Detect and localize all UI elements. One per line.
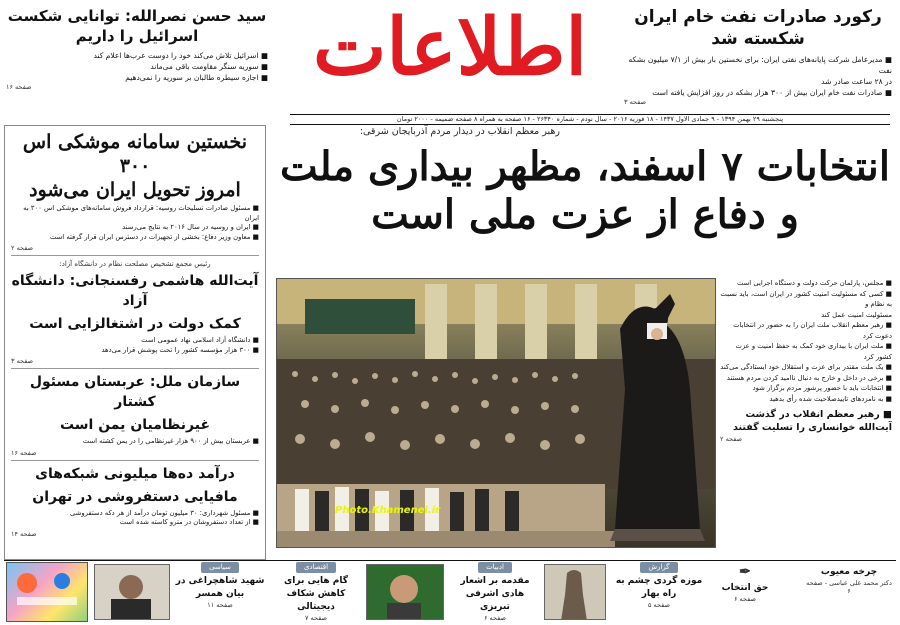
list-item: ■ مجلس، پارلمان حرکت دولت و دستگاه اجرایی است	[736, 279, 892, 287]
page-reference: صفحه ۳	[11, 357, 34, 365]
list-item: ■ عربستان بیش از ۹۰۰ هزار غیرنظامی را در یمن کشته است	[82, 437, 259, 445]
masthead-right-story[interactable]	[624, 6, 892, 106]
divider	[11, 368, 259, 369]
story-headline: کمک دولت در اشتغالزایی است	[29, 316, 241, 332]
story-headline: آیت‌الله هاشمی رفسنجانی: دانشگاه آزاد	[11, 273, 259, 309]
teaser-ref: صفحه ۱۱	[207, 601, 233, 609]
lead-sub-headline: ■ رهبر معظم انقلاب در گذشت آیت‌الله خوانساری را تسلیت گفتند	[733, 409, 892, 433]
masthead-left-bullets	[6, 50, 268, 83]
story-headline: نخستین سامانه موشکی اس ۳۰۰	[22, 131, 248, 177]
page-reference: صفحه ۱۴	[11, 529, 37, 538]
story-street-vendors[interactable]	[11, 464, 259, 538]
masthead-right-headline: رکورد صادرات نفت خام ایران شکسته شد	[634, 7, 882, 49]
story-s300[interactable]	[11, 130, 259, 252]
portrait-image	[366, 565, 443, 620]
list-item: ■ برخی در داخل و خارج به دنبال ناامید کردن مردم هستند	[726, 373, 892, 382]
page-reference: صفحه ۱۶	[11, 448, 37, 457]
section-logo-icon: ✒	[739, 564, 751, 580]
masthead-left-headline: سید حسن نصرالله: توانایی شکست اسرائیل را داریم	[7, 7, 267, 45]
list-item: ■ مسئول شهرداری: ۳۰ میلیون تومان درآمد از هر دکه دستفروشی	[70, 508, 259, 517]
section-tag: ادبیات	[478, 562, 512, 573]
story-bullets	[11, 336, 259, 355]
page-reference: صفحه ۲	[11, 244, 34, 252]
list-item: ■ اسرائیل تلاش می‌کند خود را دوست عرب‌ها اعلام کند	[93, 51, 268, 60]
teaser-title: چرخه معیوب	[820, 567, 878, 577]
museum-photo	[544, 564, 606, 620]
list-item: ■ مدیرعامل شرکت پایانه‌های نفتی ایران: برای نخستین بار بیش از ۷/۱ میلیون بشکه نفت	[628, 55, 892, 75]
teaser-ref: صفحه ۵	[647, 601, 671, 609]
teaser-title: حق انتخاب	[721, 583, 769, 593]
teaser-ref: دکتر محمد علی عباسی - صفحه ۶	[806, 579, 892, 595]
list-item: ■ از تعداد دستفروشان در مترو کاسته شده است	[119, 518, 259, 526]
story-bullets	[11, 204, 259, 242]
teaser-item[interactable]	[700, 564, 790, 622]
story-kicker: رئیس مجمع تشخیص مصلحت نظام در دانشگاه آزاد:	[59, 260, 211, 268]
list-item: ■ یک ملت مقتدر برای عزت و استقلال خود ایستادگی می‌کند	[720, 363, 892, 371]
list-item: ■ کسی که مسئولیت امنیت کشور در ایران است، باید نسبت به نظام و	[720, 289, 892, 308]
story-bullets	[11, 509, 259, 528]
teaser-ref: صفحه ۶	[483, 614, 507, 622]
ad-graphic	[7, 563, 87, 621]
portrait-photo	[366, 564, 444, 620]
divider	[11, 255, 259, 256]
story-azad-university[interactable]	[11, 260, 259, 365]
statue-photo	[544, 565, 605, 620]
story-headline: مافیایی دستفروشی در تهران	[32, 488, 238, 505]
photo-watermark: Photo.Khamenei.ir	[335, 505, 441, 516]
teaser-item[interactable]	[174, 562, 266, 620]
teaser-ref: صفحه ۷	[304, 614, 328, 622]
story-headline: درآمد ده‌ها میلیونی شبکه‌های	[35, 465, 235, 482]
teaser-item[interactable]	[614, 562, 704, 620]
teaser-title: گام هایی برای کاهش شکاف دیجیتالی	[284, 576, 348, 612]
story-headline: سازمان ملل: عربستان مسئول کشتار	[29, 374, 241, 410]
lead-headline[interactable]	[280, 143, 890, 239]
page-reference: صفحه ۳	[624, 98, 647, 106]
list-item: ■ دانشگاه آزاد اسلامی نهاد عمومی است	[141, 336, 259, 344]
list-item: ■ سوریه سنگر مقاومت باقی می‌ماند	[150, 62, 268, 71]
list-item: ■ صادرات نفت خام ایران بیش از ۳۰۰ هزار بشکه در روز افزایش یافته است	[652, 88, 892, 97]
lead-headline-line: و دفاع از عزت ملی است	[371, 191, 799, 238]
list-item: در ۲۸ ساعت صادر شد	[821, 77, 892, 86]
teaser-title: شهید شاهچراغی در بیان همسر	[175, 576, 265, 599]
lead-kicker: رهبر معظم انقلاب در دیدار مردم آذربایجان شرقی:	[359, 126, 560, 137]
list-item: ■ به نامزدهای تاییدصلاحیت شده رأی بدهید	[769, 394, 892, 403]
teaser-item[interactable]	[450, 562, 540, 620]
list-item: ■ انتخابات باید با حضور پرشور مردم برگزار شود	[752, 384, 892, 392]
story-yemen[interactable]	[11, 372, 259, 457]
page-reference: صفحه ۱۶	[6, 83, 32, 91]
list-item: ■ اجازه سیطره طالبان بر سوریه را نمی‌دهیم	[125, 73, 268, 82]
story-headline: امروز تحویل ایران می‌شود	[29, 179, 241, 201]
page-reference: صفحه ۲	[720, 435, 743, 443]
list-item: ■ رهبر معظم انقلاب ملت ایران را به حضور در انتخابات دعوت کرد	[733, 321, 892, 340]
newspaper-logo: اطلاعات	[312, 2, 588, 93]
martyr-photo	[94, 564, 170, 620]
teaser-title: مقدمه بر اشعار هادی اشرفی تبریزی	[460, 576, 530, 612]
portrait-image	[94, 565, 169, 620]
teaser-title: موزه گردی چشم به راه بهار	[615, 576, 703, 599]
masthead-right-bullets	[624, 54, 892, 98]
advertisement-banner[interactable]	[6, 562, 88, 622]
list-item: ■ معاون وزیر دفاع: بخشی از تجهیزات در دسترس ایران قرار گرفته است	[49, 232, 259, 241]
lead-story-bullets[interactable]	[720, 278, 892, 548]
list-item: ■ مسئول صادرات تسلیحات روسیه: قرارداد فروش سامانه‌های موشکی اس ۳۰۰ به ایران	[23, 204, 259, 222]
masthead	[0, 0, 900, 112]
left-column	[4, 125, 266, 560]
section-tag: سیاسی	[201, 562, 239, 573]
section-tag: اقتصادی	[296, 562, 336, 573]
masthead-left-story[interactable]	[6, 6, 268, 91]
section-tag: گزارش	[640, 562, 677, 573]
lead-headline-line: انتخابات ۷ اسفند، مظهر بیداری ملت	[280, 143, 890, 190]
dateline: پنجشنبه ۲۹ بهمن ۱۳۹۴ - ۹ جمادی الاول ۱۴۳۷ - ۱۸ فوریه ۲۰۱۶ - سال نودم - شماره ۲۶۳۴۰ - ۱۶ صفحه به همراه ۸ صفحه ضمیمه - ۲۰۰۰ تومان	[290, 114, 890, 125]
list-item: ■ ایران و روسیه در سال ۲۰۱۶ به نتایج می‌رسند	[122, 223, 259, 231]
teaser-item[interactable]	[806, 564, 892, 622]
list-item: ■ ملت ایران با بیداری خود کمک به حفظ امنیت و عزت کشور کرد	[735, 342, 892, 361]
divider	[11, 460, 259, 461]
list-item: مسئولیت امنیت عمل کند	[821, 310, 892, 319]
teaser-item[interactable]	[270, 562, 362, 620]
story-headline: غیرنظامیان یمن است	[59, 417, 211, 433]
story-bullets	[11, 437, 259, 447]
list-item: ■ ۳۰۰ هزار مؤسسه کشور را تحت پوشش قرار می‌دهد	[101, 345, 259, 354]
teaser-ref: صفحه ۶	[733, 595, 757, 603]
